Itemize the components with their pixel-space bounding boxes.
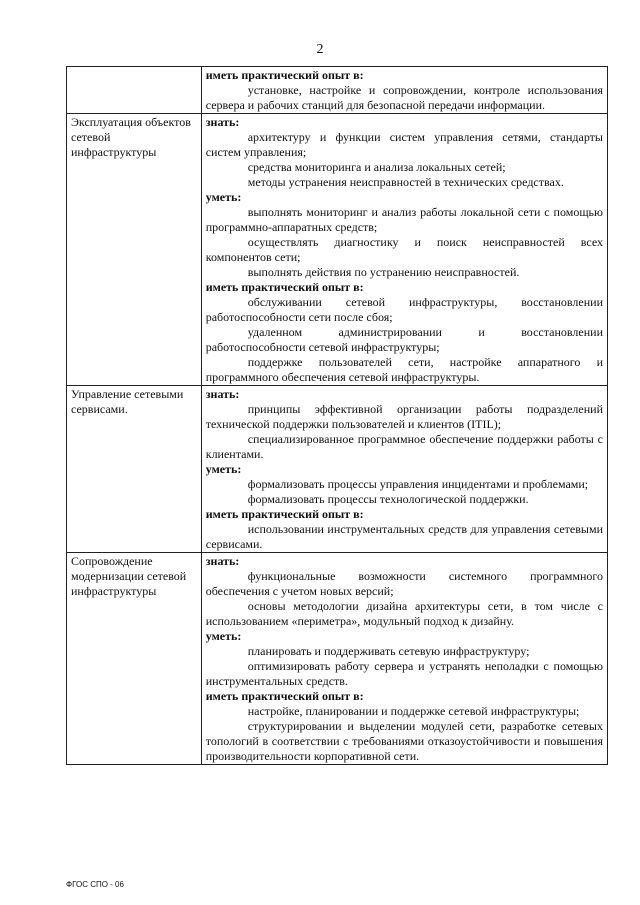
requirement-item: функциональные возможности системного программного обеспечения с учетом новых версий;: [205, 569, 603, 598]
requirement-item: обслуживании сетевой инфраструктуры, восстановлении работоспособности сети после сбоя;: [205, 295, 603, 324]
requirement-item: осуществлять диагностику и поиск неисправностей всех компонентов сети;: [205, 235, 603, 264]
requirements-cell: [201, 553, 607, 765]
requirements-cell: [201, 67, 607, 114]
section-header: знать:: [205, 387, 240, 401]
page-number: 2: [316, 42, 324, 57]
table-row: [67, 386, 608, 553]
requirement-item: структурировании и выделении модулей сети, разработке сетевых топологий в соответствии с требованиями отказоустойчивости и повышения производительности корпоративной сети.: [205, 719, 603, 763]
requirement-item: формализовать процессы технологической поддержки.: [247, 492, 529, 506]
requirement-item: выполнять мониторинг и анализ работы локальной сети с помощью программно-аппаратных средств;: [205, 205, 603, 234]
requirement-item: планировать и поддерживать сетевую инфраструктуру;: [247, 644, 530, 658]
requirement-item: установке, настройке и сопровождении, контроле использования сервера и рабочих станций для безопасной передачи информации.: [205, 83, 603, 112]
section-header: уметь:: [205, 462, 242, 476]
requirement-item: выполнять действия по устранению неисправностей.: [247, 265, 520, 279]
requirement-item: поддержке пользователей сети, настройке аппаратного и программного обеспечения сетевой инфраструктуры.: [205, 355, 603, 384]
table-row: [67, 67, 608, 114]
requirement-item: принципы эффективной организации работы подразделений технической поддержки пользователей и клиентов (ITIL);: [205, 402, 603, 431]
requirements-cell: [201, 114, 607, 386]
section-header: знать:: [205, 115, 240, 129]
competency-name-cell: Управление сетевыми сервисами.: [67, 386, 202, 553]
section-header: знать:: [205, 554, 240, 568]
section-header: уметь:: [205, 629, 242, 643]
competency-name-cell: [67, 67, 202, 114]
section-header: иметь практический опыт в:: [205, 280, 364, 294]
requirement-item: специализированное программное обеспечение поддержки работы с клиентами.: [205, 432, 603, 461]
competency-table-body: [67, 67, 608, 765]
table-row: [67, 553, 608, 765]
table-row: [67, 114, 608, 386]
requirement-item: использовании инструментальных средств для управления сетевыми сервисами.: [205, 522, 603, 551]
requirement-item: оптимизировать работу сервера и устранять неполадки с помощью инструментальных средств.: [205, 659, 603, 688]
section-header: иметь практический опыт в:: [205, 68, 364, 82]
requirement-item: удаленном администрировании и восстановлении работоспособности сетевой инфраструктуры;: [205, 325, 603, 354]
requirement-item: формализовать процессы управления инцидентами и проблемами;: [247, 477, 589, 491]
requirement-item: настройке, планировании и поддержке сетевой инфраструктуры;: [247, 704, 580, 718]
competency-name-cell: Эксплуатация объектов сетевой инфраструктуры: [67, 114, 202, 386]
requirement-item: архитектуру и функции систем управления сетями, стандарты систем управления;: [205, 130, 603, 159]
competency-name-cell: Сопровождение модернизации сетевой инфраструктуры: [67, 553, 202, 765]
section-header: иметь практический опыт в:: [205, 507, 364, 521]
section-header: уметь:: [205, 190, 242, 204]
document-footer: ФГОС СПО - 06: [66, 880, 124, 889]
section-header: иметь практический опыт в:: [205, 689, 364, 703]
requirements-cell: [201, 386, 607, 553]
requirement-item: средства мониторинга и анализа локальных сетей;: [247, 160, 506, 174]
competency-table: [66, 66, 608, 765]
requirement-item: методы устранения неисправностей в технических средствах.: [247, 175, 564, 189]
requirement-item: основы методологии дизайна архитектуры сети, в том числе с использованием «периметра», модульный подход к дизайну.: [205, 599, 603, 628]
